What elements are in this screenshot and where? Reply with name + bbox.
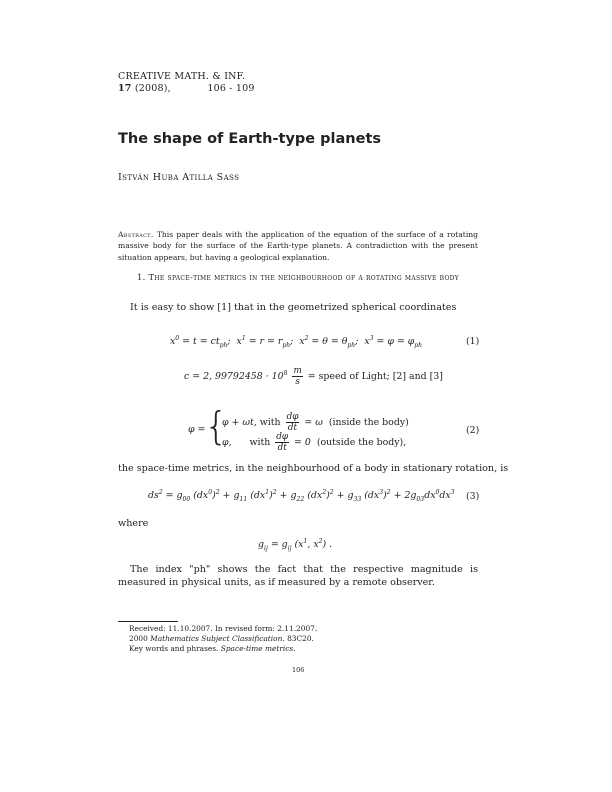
- author-name: István Huba Atilla Sass: [118, 172, 240, 183]
- journal-volume-line: [118, 83, 255, 95]
- abstract-text: This paper deals with the application of the equation of the surface of a rotating massive body for the surface of the Earth-type planets. A contradiction with the present situation appears, but having a geological explanation.: [118, 230, 478, 262]
- section-heading: 1. The space-time metrics in the neighbourhood of a rotating massive body: [136, 272, 460, 282]
- equation-1-number: (1): [466, 336, 480, 347]
- footnote-rule: [118, 621, 178, 622]
- equation-2-number: (2): [466, 425, 480, 436]
- dphi-dt-fraction-1: $\frac{d\varphi}{dt}$: [286, 412, 299, 433]
- equation-1: $x^0 = t = ct_{ph}$; $x^1 = r = r_{ph}$; $x^2 = \theta = \theta_{ph}$; $x^3 = \varphi = \varphi_{ph}$: [170, 334, 423, 349]
- metric-paragraph: the space-time metrics, in the neighbourhood of a body in stationary rotation, is: [118, 463, 509, 474]
- volume-year: (2008),: [134, 83, 171, 94]
- page-number: 106: [292, 666, 305, 674]
- journal-name: CREATIVE MATH. & INF.: [118, 71, 246, 82]
- volume-number: 17: [118, 83, 132, 94]
- intro-paragraph: It is easy to show [1] that in the geometrized spherical coordinates: [130, 302, 457, 313]
- equation-2-case-2: φ, with $\frac{d\varphi}{dt}$ = 0 (outside the body),: [222, 432, 407, 453]
- footnote-msc: 2000 Mathematics Subject Classification. 83C20.: [129, 634, 314, 643]
- abstract: [118, 229, 478, 263]
- footnote-received: Received: 11.10.2007. In revised form: 2.11.2007.: [129, 624, 318, 633]
- journal-header: [118, 71, 255, 95]
- equation-3: $ds^2 = g_{00}$ $(dx^0)^2 + g_{11}$ $(dx^1)^2 + g_{22}$ $(dx^2)^2 + g_{33}$ $(dx^3)^2 + 2g_{03}dx^0dx^3$: [148, 488, 455, 503]
- where-text: where: [118, 518, 149, 529]
- equation-2-case-1: φ + ωt, with $\frac{d\varphi}{dt}$ = ω (inside the body): [222, 412, 409, 433]
- dphi-dt-fraction-2: $\frac{d\varphi}{dt}$: [276, 432, 289, 453]
- speed-text: = speed of Light; [2] and [3]: [307, 371, 443, 382]
- speed-of-light-equation: [184, 366, 443, 387]
- left-brace: {: [204, 404, 229, 448]
- equation-2-lhs: φ =: [188, 424, 206, 435]
- page-range: 106 - 109: [207, 83, 255, 94]
- paper-title: The shape of Earth-type planets: [118, 131, 382, 147]
- metric-coefficient-equation: $g_{ij} = g_{ij}$ ($x^1$, $x^2$) .: [258, 537, 333, 552]
- index-paragraph: The index "ph" shows the fact that the respective magnitude is measured in physical units, as if measured by a remote observer.: [118, 564, 478, 588]
- footnote-keywords: Key words and phrases. Space-time metrics.: [129, 644, 296, 653]
- c-value: c = 2, $99792458 \cdot 10^8$: [184, 369, 288, 382]
- abstract-label: Abstract.: [118, 230, 154, 239]
- m-over-s-fraction: $\frac{m}{s}$: [293, 366, 302, 387]
- equation-3-number: (3): [466, 491, 480, 502]
